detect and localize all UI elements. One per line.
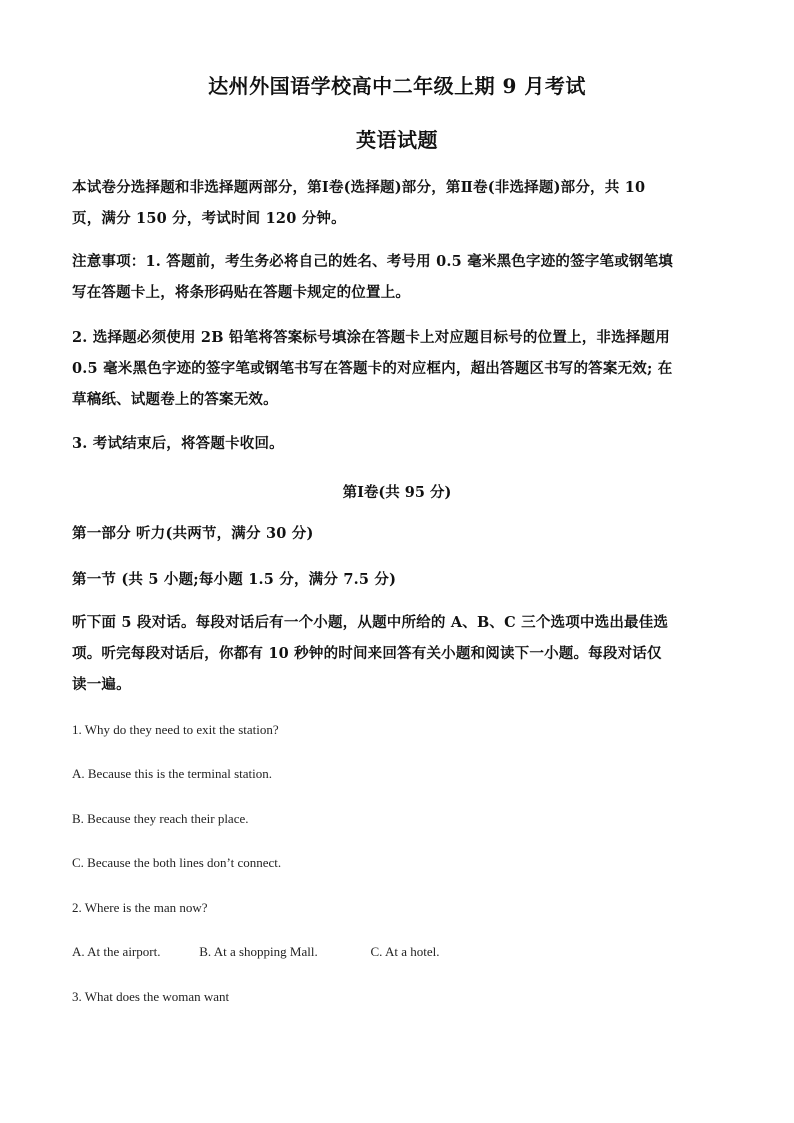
notice-line: 草稿纸、试题卷上的答案无效。 bbox=[72, 391, 278, 408]
notice-1 bbox=[72, 246, 722, 308]
question-2-option-a: A. At the airport. bbox=[72, 944, 161, 959]
notice-line: 注意事项：1. 答题前，考生务必将自己的姓名、考号用 0.5 毫米黑色字迹的签字笔或钢笔填 bbox=[72, 253, 674, 270]
question-2-option-c: C. At a hotel. bbox=[370, 944, 440, 959]
instruction-line: 听下面 5 段对话。每段对话后有一个小题，从题中所给的 A、B、C 三个选项中选出最佳选 bbox=[72, 614, 669, 631]
subsection-heading: 第一节 (共 5 小题;每小题 1.5 分，满分 7.5 分) bbox=[72, 571, 397, 588]
intro-line: 本试卷分选择题和非选择题两部分，第Ⅰ卷(选择题)部分，第Ⅱ卷(非选择题)部分，共 10 bbox=[72, 179, 646, 196]
question-2: 2. Where is the man now? bbox=[72, 900, 208, 915]
notice-2 bbox=[72, 322, 722, 415]
intro-paragraph bbox=[72, 172, 722, 234]
question-1: 1. Why do they need to exit the station? bbox=[72, 722, 279, 737]
exam-title: 达州外国语学校高中二年级上期 9 月考试 bbox=[208, 74, 586, 98]
intro-line: 页，满分 150 分，考试时间 120 分钟。 bbox=[72, 210, 346, 227]
exam-subtitle: 英语试题 bbox=[356, 128, 438, 152]
question-3: 3. What does the woman want bbox=[72, 989, 230, 1004]
listening-instructions bbox=[72, 607, 722, 700]
notice-line: 0.5 毫米黑色字迹的签字笔或钢笔书写在答题卡的对应框内，超出答题区书写的答案无效; 在 bbox=[72, 360, 673, 377]
question-1-option-b: B. Because they reach their place. bbox=[72, 811, 249, 826]
question-1-option-a: A. Because this is the terminal station. bbox=[72, 766, 273, 781]
question-2-options bbox=[72, 944, 439, 960]
notice-3: 3. 考试结束后，将答题卡收回。 bbox=[72, 435, 284, 452]
question-2-option-b: B. At a shopping Mall. bbox=[199, 944, 318, 959]
part-heading: 第一部分 听力(共两节，满分 30 分) bbox=[72, 525, 314, 542]
instruction-line: 项。听完每段对话后，你都有 10 秒钟的时间来回答有关小题和阅读下一小题。每段对话仅 bbox=[72, 645, 662, 662]
notice-line: 2. 选择题必须使用 2B 铅笔将答案标号填涂在答题卡上对应题目标号的位置上，非选择题用 bbox=[72, 329, 670, 346]
instruction-line: 读一遍。 bbox=[72, 676, 131, 693]
question-1-option-c: C. Because the both lines don’t connect. bbox=[72, 855, 282, 870]
notice-line: 写在答题卡上，将条形码贴在答题卡规定的位置上。 bbox=[72, 284, 411, 301]
volume-heading: 第Ⅰ卷(共 95 分) bbox=[342, 484, 452, 501]
